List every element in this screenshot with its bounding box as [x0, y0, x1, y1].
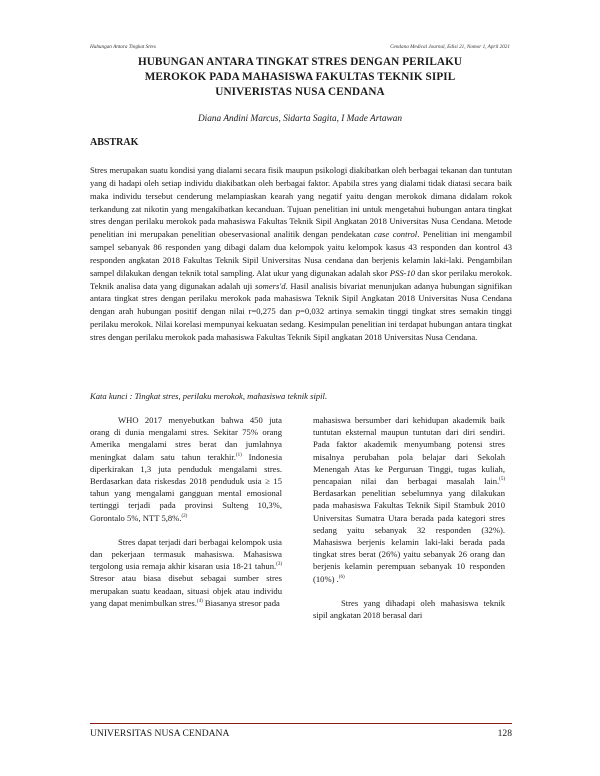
citation: (5): [499, 477, 505, 483]
page-number: 128: [497, 728, 512, 739]
title-line: HUBUNGAN ANTARA TINGKAT STRES DENGAN PERILAKU: [137, 56, 463, 68]
running-header-left: Hubungan Antara Tingkat Stres: [90, 44, 156, 50]
body-paragraph: Stres dapat terjadi dari berbagai kelompok usia dan pekerjaan termasuk mahasiswa. Mahasiswa tergolong usia remaja akhir kisaran usia 18-21 tahun.$^{(3)}$ Stresor atau biasa disebut sebagai sumber stres merupakan suatu keadaan, situasi objek atau individu yang dapat menimbulkan stres.$^{(4)}$ Biasanya stresor pada: [90, 536, 282, 608]
body-column-right: [313, 414, 505, 633]
body-paragraph: WHO 2017 menyebutkan bahwa 450 juta orang di dunia mengalami stres. Sekitar 75% orang Amerika mengalami stres berat dan jumlahnya meningkat dalam satu tahun terakhir.$^{(1)}$ Indonesia diperkirakan 1,3 juta penduduk mengalami stres. Berdasarkan data riskesdas 2018 penduduk usia ≥ 15 tahun yang mengalami gangguan mental emosional tertinggi terjadi pada provinsi Sulteng 10,3%, Gorontalo 5%, NTT 5,8%.$^{(2)}$: [90, 415, 283, 523]
body-paragraph: Stres yang dihadapi oleh mahasiswa teknik sipil angkatan 2018 berasal dari: [313, 597, 505, 621]
body-paragraph: mahasiswa bersumber dari kehidupan akademik baik tuntutan eksternal maupun tuntutan dari diri sendiri. Pada faktor akademik menyumbang potensi stres misalnya perubahan pola belajar dari Sekolah Menengah Atas ke Perguruan Tinggi, tugas kuliah, pencapaian nilai dan berbagai masalah lain.$^{(5)}$ Berdasarkan penelitian sebelumnya yang dilakukan pada mahasiswa Fakultas Teknik Sipil Stambuk 2010 Universitas Sumatra Utara berada pada kategori stres sedang yaitu sebanyak 32 responden (32%). Mahasiswa berjenis kelamin laki-laki berada pada tingkat stres berat (26%) yaitu sebanyak 26 orang dan berjenis kelamin perempuan sebanyak 10 responden (10%) .$^{(6)}$: [313, 415, 505, 584]
citation: (2): [181, 513, 188, 519]
citation: (4): [196, 598, 203, 604]
paper-title: [90, 55, 510, 100]
title-line: UNIVERISTAS NUSA CENDANA: [215, 86, 385, 98]
citation: (3): [276, 562, 282, 568]
abstract-heading: ABSTRAK: [90, 137, 139, 148]
term-case-control: case control: [373, 229, 418, 240]
keywords: Kata kunci : Tingkat stres, perilaku merokok, mahasiswa teknik sipil.: [90, 391, 328, 401]
term-pss: PSS-10: [389, 267, 416, 278]
authors: Diana Andini Marcus, Sidarta Sagita, I Made Artawan: [197, 114, 403, 124]
citation: (1): [235, 452, 242, 458]
footer-rule: [90, 723, 512, 724]
title-line: MEROKOK PADA MAHASISWA FAKULTAS TEKNIK SIPIL: [144, 71, 456, 83]
abstract-paragraph: Stres merupakan suatu kondisi yang dialami secara fisik maupun psikologi diakibatkan oleh berbagai tekanan dan tuntutan yang di hadapi oleh setiap individu diakibatkan oleh berbagai faktor. Apabila stres yang dialami tidak diatasi secara baik maka individu tersebut cenderung melampiaskan kearah yang negatif yaitu dengan merokok dimana didalam rokok terkandung zat nikotin yang mengakibatkan kecanduan. Tujuan penelitian ini untuk mengetahui hubungan antara tingkat stres dengan perilaku merokok pada mahasiswa Fakultas Teknik Sipil Angkatan 2018 Universitas Nusa Cendana. Metode penelitian ini merupakan penelitian obeservasional analitik dengan pendekatan case control. Penelitian ini mengambil sampel sebanyak 86 responden yang dibagi dalam dua kelompok yaitu kelompok kasus 43 responden dan kontrol 43 responden angkatan 2018 Fakultas Teknik Sipil Universitas Nusa cendana dan berjenis kelamin laki-laki. Pengambilan sampel dilakukan dengan teknik total sampling. Alat ukur yang digunakan adalah skor PSS-10 dan skor perilaku merokok. Teknik analisa data yang digunakan adalah uji somers'd. Hasil analisis bivariat menunjukan adanya hubungan signifikan antara tingkat stres dengan perilaku merokok pada mahasiswa Teknik Sipil Angkatan 2018 Universitas Nusa Cendana dengan arah hubungan positif dengan nilai r=0,275 dan p=0,032 artinya semakin tinggi tingkat stres semakin tinggi perilaku merokok. Nilai korelasi mempunyai kekuatan sedang. Kesimpulan penelitian ini terdapat hubungan antara tingkat stres dengan perilaku merokok pada mahasiswa Fakultas Teknik Sipil angkatan 2018 Universitas Nusa Cendana.: [90, 165, 513, 342]
citation: (6): [338, 574, 345, 580]
term-somers: somers'd: [255, 280, 286, 291]
term-p: p: [295, 306, 301, 317]
abstract-body: [90, 164, 512, 344]
running-header-right: Cendana Medical Journal, Edisi 21, Nomor 1, April 2021: [390, 44, 510, 50]
footer-institution: UNIVERSITAS NUSA CENDANA: [90, 728, 230, 739]
body-column-left: [90, 414, 282, 621]
